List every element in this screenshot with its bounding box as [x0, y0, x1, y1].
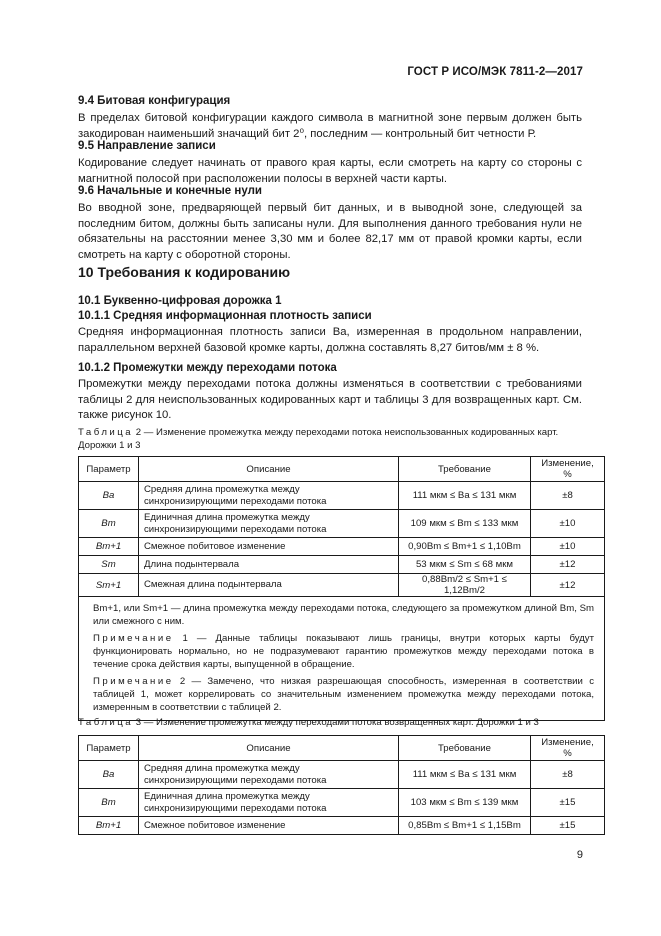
section-9-4-title: 9.4 Битовая конфигурация	[78, 95, 231, 107]
table-cell-desc: Единичная длина промежутка между синхронизирующими переходами потока	[139, 789, 399, 817]
table-cell-req: 0,90Bm ≤ Bm+1 ≤ 1,10Bm	[399, 538, 531, 556]
section-10-1-1-text: Средняя информационная плотность записи Ba, измеренная в продольном направлении, параллельном верхней базовой кромке карты, должна составлять 8,27 битов/мм ± 8 %.	[78, 326, 582, 354]
section-10-1-title: 10.1 Буквенно-цифровая дорожка 1	[78, 295, 282, 307]
section-9-4	[78, 95, 582, 142]
table-cell-param: Ba	[79, 482, 139, 510]
table-2-note-1-label: Примечание	[93, 633, 174, 644]
table-cell-req: 111 мкм ≤ Ba ≤ 131 мкм	[399, 761, 531, 789]
section-10-1-2	[78, 362, 582, 424]
table-cell-desc: Смежное побитовое изменение	[139, 538, 399, 556]
table-cell-req: 53 мкм ≤ Sm ≤ 68 мкм	[399, 556, 531, 574]
section-9-6-text: Во вводной зоне, предваряющей первый бит данных, и в выводной зоне, следующей за последним битом, должны быть записаны нули. Для выполнения данного требования нули не обязательны на расстоянии менее 3,30 мм и более 82,17 мм от правой кромки карты, если смотреть на карту с оборотной стороны.	[78, 202, 582, 261]
table-cell-change: ±15	[531, 817, 605, 835]
table-row	[79, 574, 605, 597]
table-2-notes-cell	[79, 597, 605, 721]
table-3	[78, 735, 594, 835]
table-cell-param: Bm+1	[79, 538, 139, 556]
section-9-6-title: 9.6 Начальные и конечные нули	[78, 185, 262, 197]
table-cell-desc: Средняя длина промежутка между синхронизирующими переходами потока	[139, 761, 399, 789]
table-2	[78, 456, 594, 721]
table-2-notes-row	[79, 597, 605, 721]
section-10	[78, 264, 582, 280]
table-cell-req: 0,85Bm ≤ Bm+1 ≤ 1,15Bm	[399, 817, 531, 835]
section-9-5-text: Кодирование следует начинать от правого края карты, если смотреть на карту со стороны с магнитной полосой при расположении полосы в верхней части карты.	[78, 157, 582, 185]
section-9-6	[78, 185, 582, 263]
table-cell-param: Bm	[79, 789, 139, 817]
table-3-caption-text: 3 — Изменение промежутка между переходами потока возвращенных карт. Дорожки 1 и 3	[133, 717, 539, 728]
table-2-caption-text: 2 — Изменение промежутка между переходами потока неиспользованных кодированных карт. Дорожки 1 и 3	[78, 427, 559, 451]
table-cell-change: ±12	[531, 556, 605, 574]
table-3-header-change: Изменение, %	[531, 736, 605, 761]
table-cell-req: 109 мкм ≤ Bm ≤ 133 мкм	[399, 510, 531, 538]
table-row	[79, 761, 605, 789]
table-row	[79, 510, 605, 538]
table-cell-desc: Средняя длина промежутка между синхронизирующими переходами потока	[139, 482, 399, 510]
table-2-header-row	[79, 457, 605, 482]
table-cell-req: 103 мкм ≤ Bm ≤ 139 мкм	[399, 789, 531, 817]
table-2-caption-word: Таблица	[78, 427, 134, 438]
table-2-definition-note: Bm+1, или Sm+1 — длина промежутка между переходами потока, следующего за промежутком длиной Bm, Sm или смежного с ним.	[93, 603, 594, 627]
table-cell-param: Bm+1	[79, 817, 139, 835]
table-row	[79, 817, 605, 835]
table-cell-param: Ba	[79, 761, 139, 789]
table-cell-desc: Единичная длина промежутка между синхронизирующими переходами потока	[139, 510, 399, 538]
table-2-caption	[78, 426, 582, 452]
section-10-1-1-title: 10.1.1 Средняя информационная плотность записи	[78, 310, 372, 322]
section-9-4-text: В пределах битовой конфигурации каждого символа в магнитной зоне первым должен быть закодирован наименьший значащий бит 2⁰, последним — контрольный бит четности Р.	[78, 112, 582, 140]
table-cell-change: ±12	[531, 574, 605, 597]
table-cell-req: 0,88Bm/2 ≤ Sm+1 ≤ 1,12Bm/2	[399, 574, 531, 597]
table-3-caption-word: Таблица	[78, 717, 134, 728]
table-2-note-2-text: 2 — Замечено, что низкая разрешающая способность, измеренная в соответствии с таблицей 1, может коррелировать со значительным изменением промежутка между переходами потока, измеренным в соответствии с таблицей 2.	[93, 676, 594, 713]
table-cell-req: 111 мкм ≤ Ba ≤ 131 мкм	[399, 482, 531, 510]
section-9-5	[78, 140, 582, 187]
table-2-note-1-text: 1 — Данные таблицы показывают лишь границы, внутри которых карты будут функционировать нормально, но не подразумевают гарантию промежутков между переходами потока в течение срока действия карты, выпущенной в обращение.	[93, 633, 594, 670]
table-3-caption	[78, 716, 582, 729]
table-cell-param: Sm	[79, 556, 139, 574]
section-10-1-2-title: 10.1.2 Промежутки между переходами потока	[78, 362, 337, 374]
table-2-header-desc: Описание	[139, 457, 399, 482]
table-cell-desc: Длина подынтервала	[139, 556, 399, 574]
table-cell-change: ±10	[531, 510, 605, 538]
table-2-header-req: Требование	[399, 457, 531, 482]
section-10-title: 10 Требования к кодированию	[78, 264, 291, 280]
table-cell-desc: Смежное побитовое изменение	[139, 817, 399, 835]
table-3-header-desc: Описание	[139, 736, 399, 761]
section-10-1	[78, 295, 582, 307]
table-3-header-row	[79, 736, 605, 761]
table-cell-param: Sm+1	[79, 574, 139, 597]
section-10-1-2-text: Промежутки между переходами потока должны изменяться в соответствии с требованиями таблицы 2 для неиспользованных кодированных карт и таблицы 3 для возвращенных карт. См. также рисунок 10.	[78, 378, 582, 421]
document-header: ГОСТ Р ИСО/МЭК 7811-2—2017	[407, 66, 583, 78]
section-9-5-title: 9.5 Направление записи	[78, 140, 216, 152]
table-cell-desc: Смежная длина подынтервала	[139, 574, 399, 597]
section-10-1-1	[78, 310, 582, 356]
table-2-header-change: Изменение, %	[531, 457, 605, 482]
table-row	[79, 538, 605, 556]
table-cell-change: ±10	[531, 538, 605, 556]
page-number: 9	[576, 849, 583, 861]
table-row	[79, 482, 605, 510]
table-row	[79, 556, 605, 574]
table-cell-change: ±8	[531, 761, 605, 789]
table-2-note-2-label: Примечание	[93, 676, 174, 687]
table-row	[79, 789, 605, 817]
table-3-header-req: Требование	[399, 736, 531, 761]
table-cell-change: ±8	[531, 482, 605, 510]
table-3-header-param: Параметр	[79, 736, 139, 761]
table-2-header-param: Параметр	[79, 457, 139, 482]
table-cell-change: ±15	[531, 789, 605, 817]
table-cell-param: Bm	[79, 510, 139, 538]
